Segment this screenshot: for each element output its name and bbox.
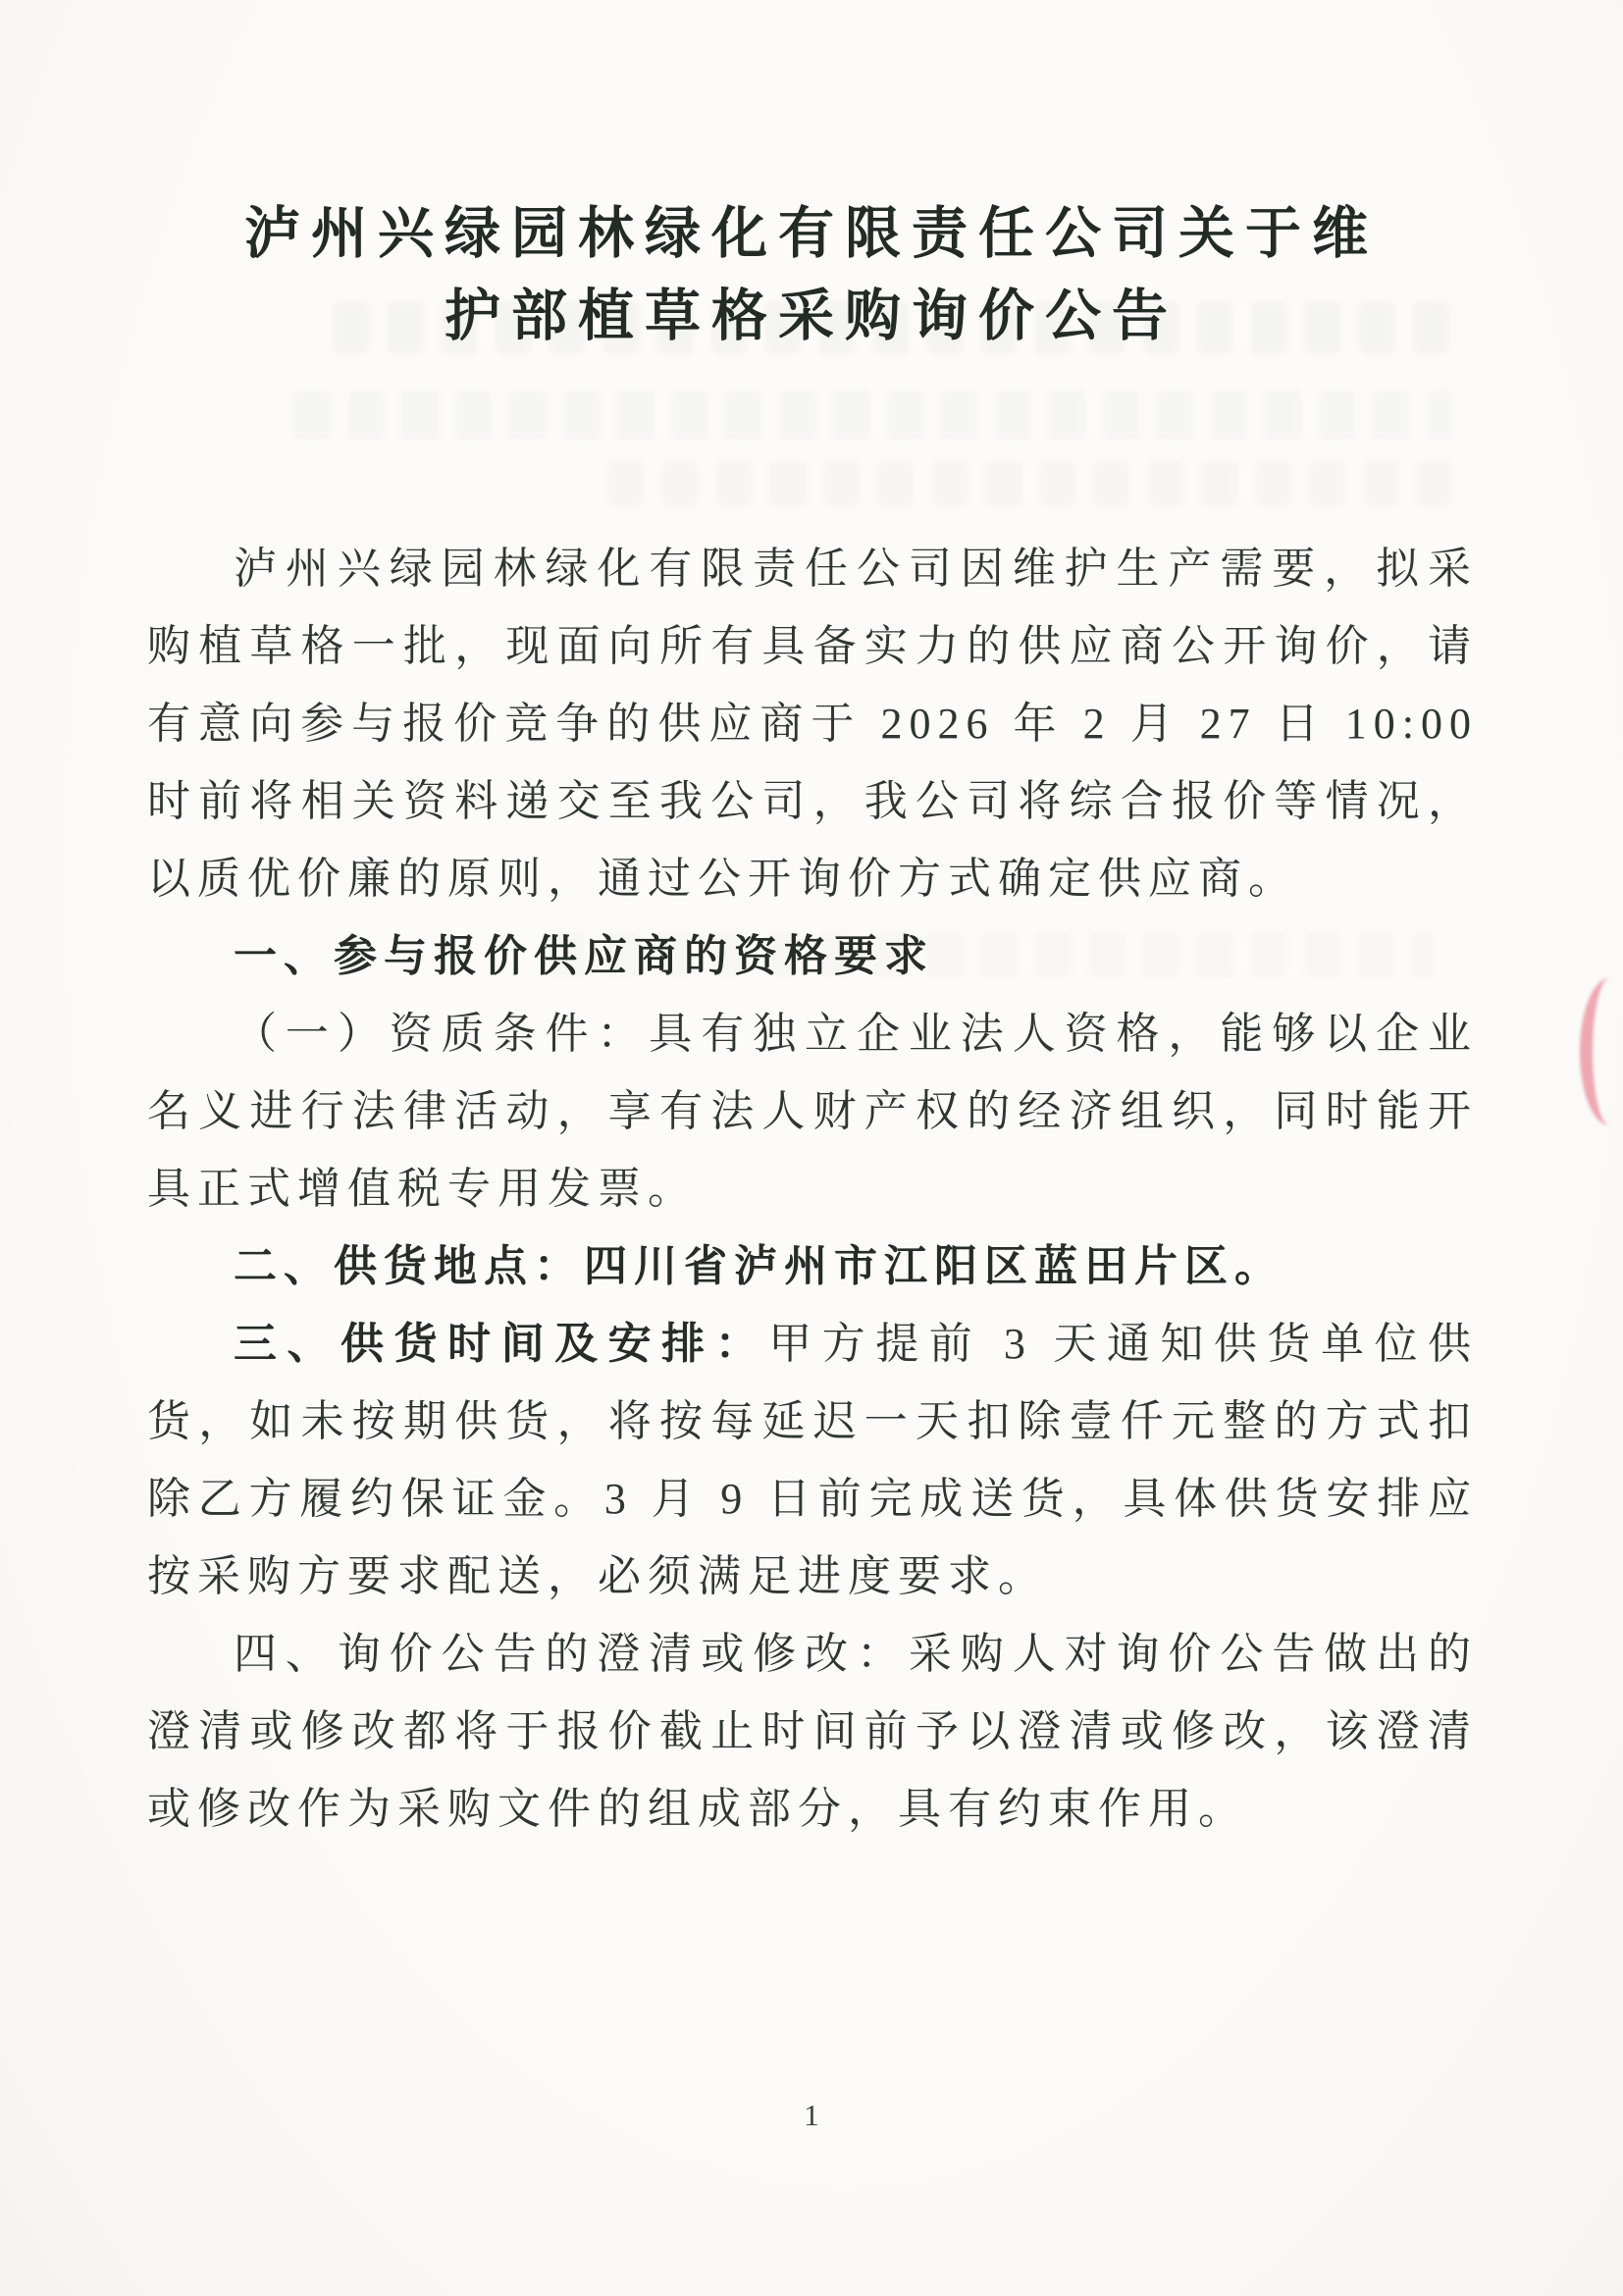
section-3-text: 甲方提前 3 天通知供货单位供货，如未按期供货，将按每延迟一天扣除壹仟元整的方式扣除乙方履约保证金。3 月 9 日前完成送货，具体供货安排应按采购方要求配送，必须满足进度要求。 bbox=[147, 1320, 1479, 1600]
document-body bbox=[147, 530, 1478, 1848]
red-seal-edge-arc bbox=[1580, 978, 1623, 1125]
heading-section-1-qualification-requirements: 一、参与报价供应商的资格要求 bbox=[234, 932, 934, 980]
paragraph-section-4-clarification: 四、询价公告的澄清或修改：采购人对询价公告做出的澄清或修改都将于报价截止时间前予以澄清或修改，该澄清或修改作为采购文件的组成部分，具有约束作用。 bbox=[147, 1630, 1478, 1833]
document-title bbox=[118, 192, 1505, 357]
title-line-2: 护部植草格采购询价公告 bbox=[445, 285, 1178, 347]
bleed-through-smudge bbox=[294, 391, 1452, 440]
section-3-label: 三、供货时间及安排： bbox=[234, 1320, 769, 1368]
bleed-through-smudge bbox=[608, 461, 1452, 506]
paragraph-qualification-conditions: （一）资质条件：具有独立企业法人资格，能够以企业名义进行法律活动，享有法人财产权的经济组织，同时能开具正式增值税专用发票。 bbox=[147, 1010, 1478, 1213]
paragraph-intro: 泸州兴绿园林绿化有限责任公司因维护生产需要，拟采购植草格一批，现面向所有具备实力的供应商公开询价，请有意向参与报价竞争的供应商于 2026 年 2 月 27 日 10:00 时前将相关资料递交至我公司，我公司将综合报价等情况，以质优价廉的原则，通过公开询价方式确定供应商。 bbox=[147, 545, 1478, 903]
title-line-1: 泸州兴绿园林绿化有限责任公司关于维 bbox=[244, 202, 1379, 265]
paragraph-section-3-delivery-schedule bbox=[147, 1305, 1478, 1615]
page-number: 1 bbox=[804, 2098, 819, 2132]
heading-section-2-delivery-location: 二、供货地点：四川省泸州市江阳区蓝田片区。 bbox=[234, 1242, 1284, 1290]
